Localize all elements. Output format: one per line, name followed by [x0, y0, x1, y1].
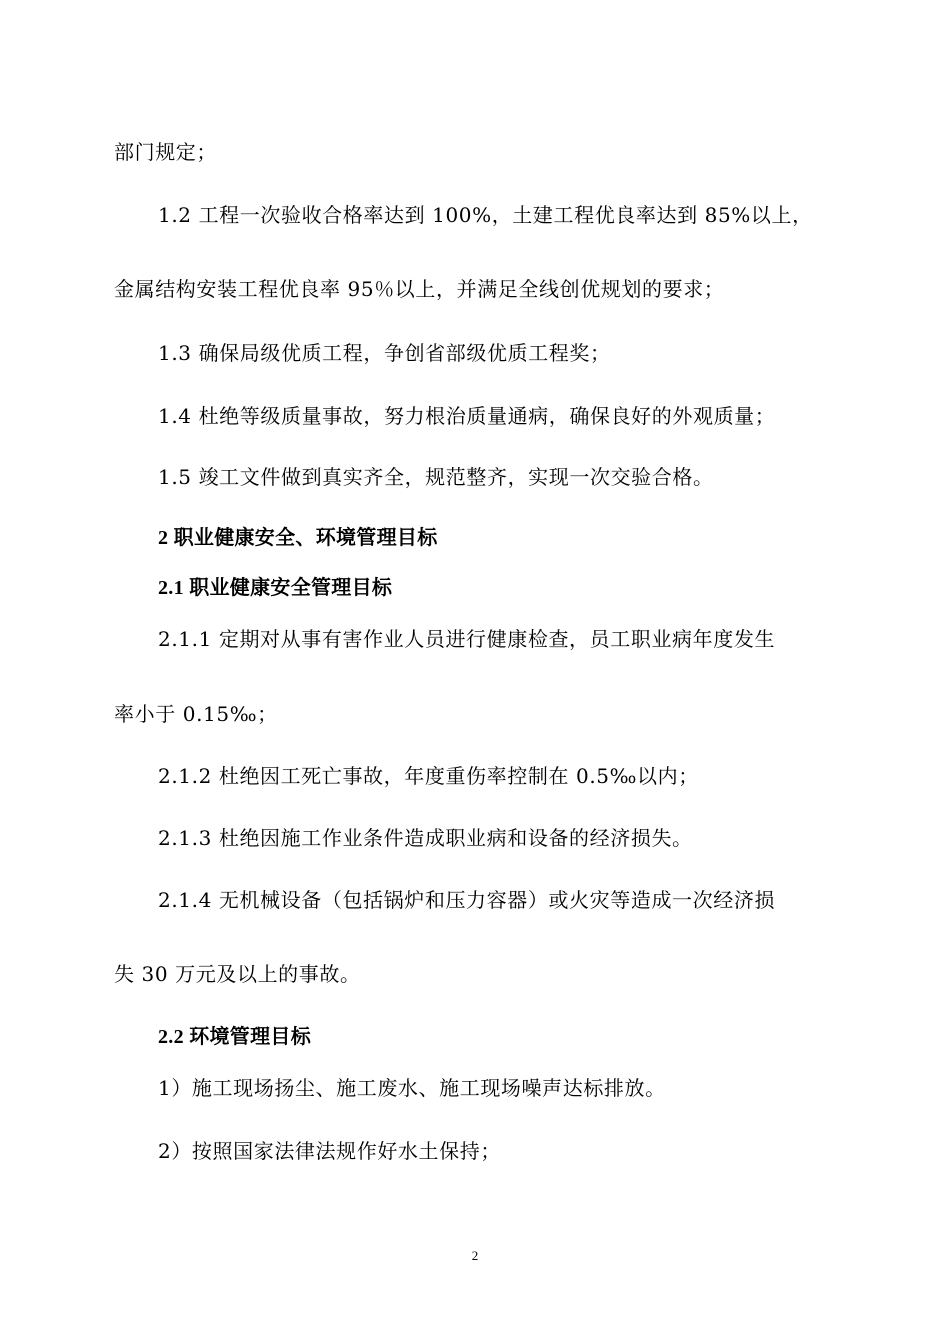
paragraph-line: 2.1.3 杜绝因施工作业条件造成职业病和设备的经济损失。	[158, 826, 693, 850]
subsection-heading: 2.1 职业健康安全管理目标	[158, 577, 393, 599]
paragraph-line: 1）施工现场扬尘、施工废水、施工现场噪声达标排放。	[158, 1076, 666, 1100]
paragraph-line: 率小于 0.15‰；	[114, 702, 278, 726]
paragraph-line: 2）按照国家法律法规作好水土保持；	[158, 1139, 501, 1163]
paragraph-line: 1.2 工程一次验收合格率达到 100%，土建工程优良率达到 85%以上，	[158, 203, 813, 227]
subsection-heading: 2.2 环境管理目标	[158, 1026, 311, 1048]
paragraph-line: 1.4 杜绝等级质量事故，努力根治质量通病，确保良好的外观质量；	[158, 404, 776, 428]
paragraph-line: 部门规定；	[114, 140, 217, 164]
paragraph-line: 失 30 万元及以上的事故。	[114, 962, 361, 986]
section-heading: 2 职业健康安全、环境管理目标	[158, 527, 438, 549]
paragraph-line: 1.3 确保局级优质工程，争创省部级优质工程奖；	[158, 341, 611, 365]
paragraph-line: 2.1.4 无机械设备（包括锅炉和压力容器）或火灾等造成一次经济损	[158, 888, 776, 912]
paragraph-line: 金属结构安装工程优良率 95％以上，并满足全线创优规划的要求；	[114, 277, 725, 301]
page-number: 2	[471, 1248, 479, 1263]
paragraph-line: 2.1.1 定期对从事有害作业人员进行健康检查，员工职业病年度发生	[158, 627, 776, 651]
paragraph-line: 1.5 竣工文件做到真实齐全，规范整齐，实现一次交验合格。	[158, 465, 714, 489]
paragraph-line: 2.1.2 杜绝因工死亡事故，年度重伤率控制在 0.5‰以内；	[158, 764, 699, 788]
